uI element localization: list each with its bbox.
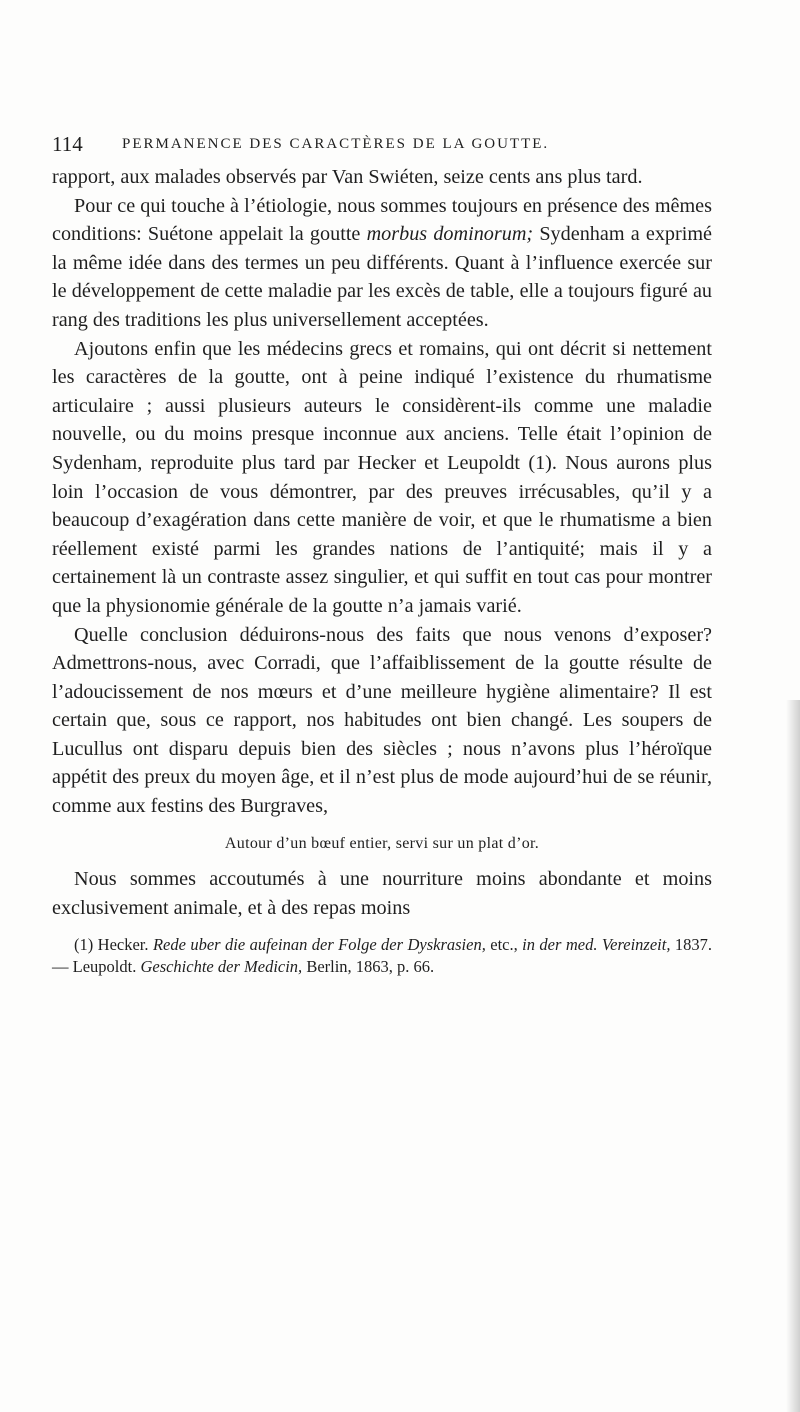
text-segment: Sydenham a exprimé la même idée dans des termes un peu différents. Quant à l’influence exercée sur le développement de cette maladie par les excès de table, elle a toujours figuré au rang des traditions les plus universellement acceptées. — [52, 223, 713, 331]
paragraph — [52, 192, 712, 335]
footnote-marker: (1) — [74, 935, 94, 954]
verse-quote: Autour d’un bœuf entier, servi sur un plat d’or. — [224, 835, 540, 852]
paragraph: rapport, aux malades observés par Van Swiéten, seize cents ans plus tard. — [52, 166, 643, 188]
page-edge-shadow — [786, 700, 800, 1412]
running-head: PERMANENCE DES CARACTÈRES DE LA GOUTTE. — [122, 136, 550, 152]
main-text — [52, 163, 712, 821]
paragraph: Ajoutons enfin que les médecins grecs et romains, qui ont décrit si nettement les caractères de la goutte, ont à peine indiqué l’existence du rhumatisme articulaire ; aussi plusieurs auteurs le considèrent-ils comme une maladie nouvelle, ou du moins presque inconnue aux anciens. Telle était l’opinion de Sydenham, reproduite plus tard par Hecker et Leupoldt (1). Nous aurons plus loin l’occasion de vous démontrer, par des preuves irrécusables, qu’il y a beaucoup d’exagération dans cette manière de voir, et que le rhumatisme a bien réellement existé parmi les grandes nations de l’antiquité; mais il y a certainement là un contraste assez singulier, et qui suffit en tout cas pour montrer que la physionomie générale de la goutte n’a jamais varié. — [52, 337, 712, 617]
page-header — [52, 132, 692, 162]
footnote-journal: med. Vereinzeit, — [565, 935, 671, 954]
footnote-year: 1837. — — [52, 935, 713, 976]
footnote-title: Geschichte der Medicin, — [140, 957, 303, 976]
footnote-author: Hecker. — [97, 935, 149, 954]
footnote-text: etc., — [485, 935, 523, 954]
main-text-continued — [52, 865, 712, 922]
footnote-in-der: in der — [522, 935, 562, 954]
footnote — [52, 934, 712, 978]
footnote-title: Rede uber die aufeinan der Folge der Dyskrasien, — [152, 935, 486, 954]
page-number: 114 — [52, 132, 83, 156]
paragraph: Nous sommes accoutumés à une nourriture moins abondante et moins exclusivement animale, et à des repas moins — [52, 868, 712, 919]
footnote-publication: Berlin, 1863, p. 66. — [302, 957, 435, 976]
footnote-author: Leupoldt. — [72, 957, 137, 976]
text-segment: Pour ce qui touche à l’étiologie, nous sommes toujours en présence des mêmes conditions: Suétone appelait la goutte — [52, 194, 712, 246]
latin-phrase: morbus dominorum; — [366, 223, 534, 246]
paragraph: Quelle conclusion déduirons-nous des faits que nous venons d’exposer? Admettrons-nous, avec Corradi, que l’affaiblissement de la goutte résulte de l’adoucissement de nos mœurs et d’une meilleure hygiène alimentaire? Il est certain que, sous ce rapport, nos habitudes ont bien changé. Les soupers de Lucullus ont disparu depuis bien des siècles ; nous n’avons plus l’héroïque appétit des preux du moyen âge, et il n’est plus de mode aujourd’hui de se réunir, comme aux festins des Burgraves, — [52, 623, 712, 818]
